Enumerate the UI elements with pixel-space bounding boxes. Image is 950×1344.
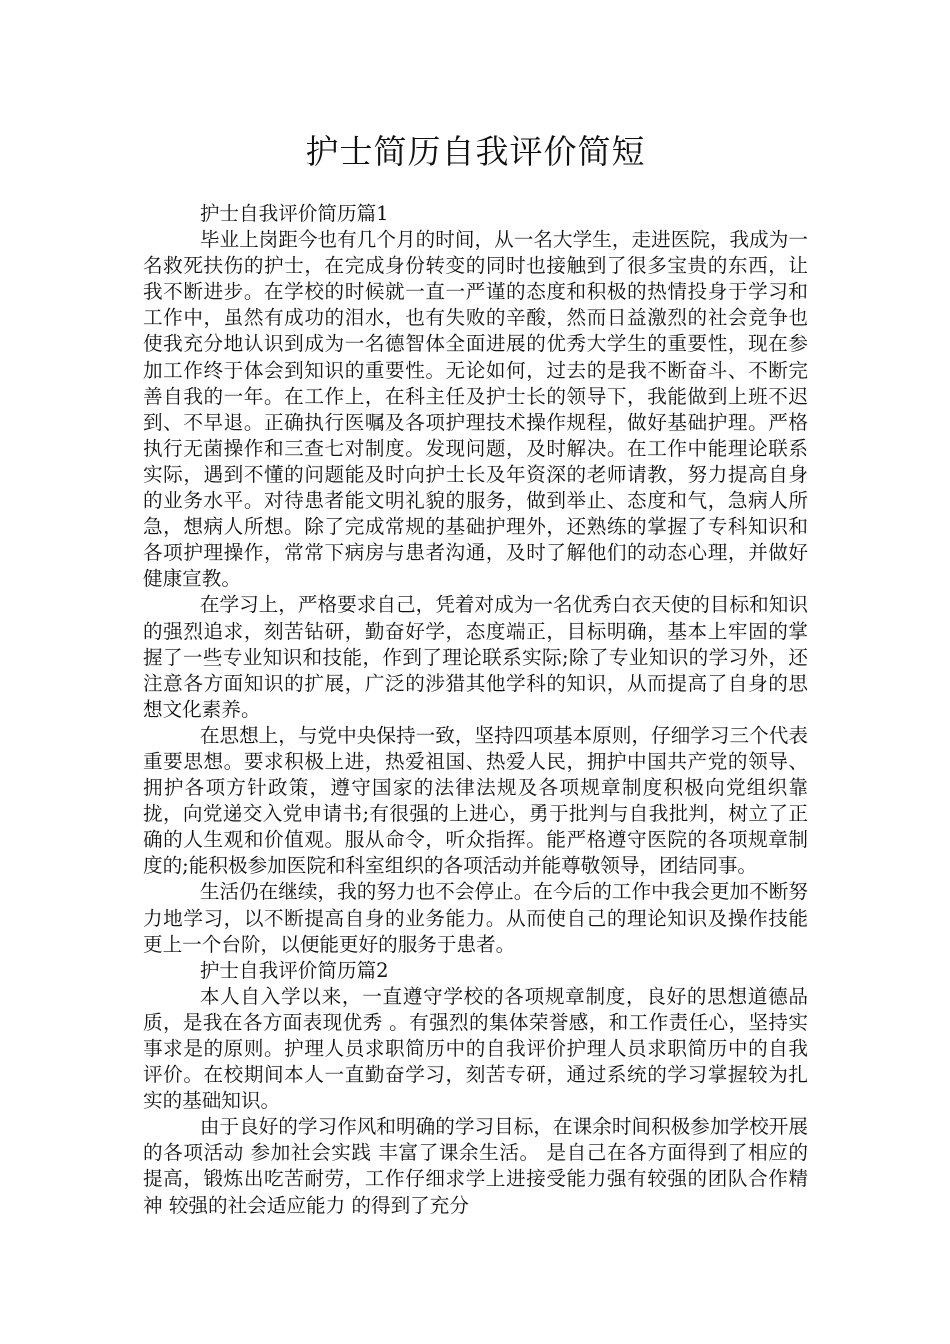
paragraph: 由于良好的学习作风和明确的学习目标，在课余时间积极参加学校开展的各项活动 参加社会实践 丰富了课余生活。 是自己在各方面得到了相应的提高，锻炼出吃苦耐劳，工作仔细求学上进接受能力强有较强的团队合作精神 较强的社会适应能力 的得到了充分 (143, 1115, 808, 1217)
section-heading-2: 护士自我评价简历篇2 (199, 958, 389, 982)
paragraph: 毕业上岗距今也有几个月的时间，从一名大学生，走进医院，我成为一名救死扶伤的护士，在完成身份转变的同时也接触到了很多宝贵的东西，让我不断进步。在学校的时候就一直一严谨的态度和积极的热情投身于学习和工作中，虽然有成功的泪水，也有失败的辛酸，然而日益激烈的社会竞争也使我充分地认识到成为一名德智体全面进展的优秀大学生的重要性，现在参加工作终于体会到知识的重要性。无论如何，过去的是我不断奋斗、不断完善自我的一年。在工作上，在科主任及护士长的领导下，我能做到上班不迟到、不早退。正确执行医嘱及各项护理技术操作规程，做好基础护理。严格执行无菌操作和三查七对制度。发现问题，及时解决。在工作中能理论联系实际，遇到不懂的问题能及时向护士长及年资深的老师请教，努力提高自身的业务水平。对待患者能文明礼貌的服务，做到举止、态度和气，急病人所急，想病人所想。除了完成常规的基础护理外，还熟练的掌握了专科知识和各项护理操作，常常下病房与患者沟通，及时了解他们的动态心理，并做好健康宣教。 (143, 228, 808, 591)
paragraph: 生活仍在继续，我的努力也不会停止。在今后的工作中我会更加不断努力地学习，以不断提高自身的业务能力。从而使自己的理论知识及操作技能更上一个台阶，以便能更好的服务于患者。 (143, 880, 808, 956)
paragraph: 在思想上，与党中央保持一致，坚持四项基本原则，仔细学习三个代表重要思想。要求积极上进，热爱祖国、热爱人民，拥护中国共产党的领导、拥护各项方针政策，遵守国家的法律法规及各项规章制度积极向党组织靠拢，向党递交入党申请书;有很强的上进心，勇于批判与自我批判，树立了正确的人生观和价值观。服从命令，听众指挥。能严格遵守医院的各项规章制度的;能积极参加医院和科室组织的各项活动并能尊敬领导，团结同事。 (143, 723, 808, 878)
document-body (143, 201, 808, 1219)
paragraph: 本人自入学以来，一直遵守学校的各项规章制度，良好的思想道德品质，是我在各方面表现优秀 。有强烈的集体荣誉感，和工作责任心，坚持实事求是的原则。护理人员求职简历中的自我评价护理人员求职简历中的自我评价。在校期间本人一直勤奋学习，刻苦专研，通过系统的学习掌握较为扎实的基础知识。 (143, 984, 808, 1113)
page-title: 护士简历自我评价简短 (305, 132, 646, 171)
section-heading-1: 护士自我评价简历篇1 (199, 202, 389, 225)
paragraph: 在学习上，严格要求自己，凭着对成为一名优秀白衣天使的目标和知识的强烈追求，刻苦钻研，勤奋好学，态度端正，目标明确，基本上牢固的掌握了一些专业知识和技能，作到了理论联系实际;除了专业知识的学习外，还注意各方面知识的扩展，广泛的涉猎其他学科的知识，从而提高了自身的思想文化素养。 (143, 593, 808, 721)
